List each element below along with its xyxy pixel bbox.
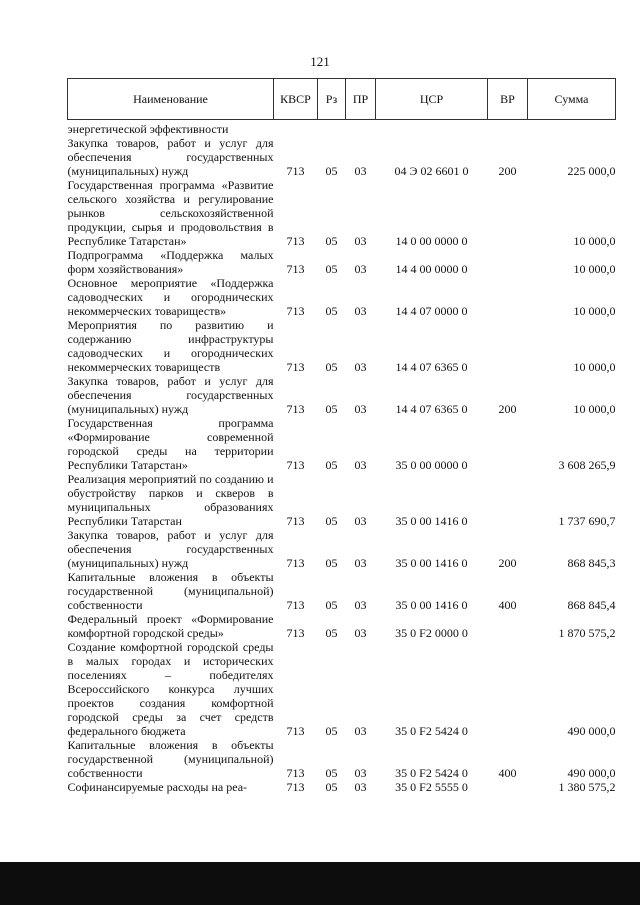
header-csr: ЦСР bbox=[376, 79, 488, 120]
table-header bbox=[68, 79, 616, 120]
cell-pr: 03 bbox=[354, 556, 367, 570]
cell-sum: 10 000,0 bbox=[573, 402, 616, 416]
cell-sum: 3 608 265,9 bbox=[558, 458, 616, 472]
cell-csr: 14 0 00 0000 0 bbox=[395, 234, 468, 248]
cell-vr: 400 bbox=[498, 598, 517, 612]
table-row bbox=[68, 640, 616, 738]
cell-vr: 200 bbox=[498, 556, 517, 570]
cell-kvsr: 713 bbox=[286, 514, 305, 528]
cell-kvsr: 713 bbox=[286, 556, 305, 570]
cell-name: Капитальные вложения в объекты государственной (муниципальной) собственности bbox=[67, 570, 274, 612]
header-rz: Рз bbox=[318, 79, 346, 120]
cell-csr: 14 4 07 6365 0 bbox=[395, 402, 468, 416]
page-number: 121 bbox=[310, 54, 330, 69]
cell-name: энергетической эффективности bbox=[67, 122, 229, 136]
cell-rz: 05 bbox=[325, 556, 338, 570]
table-row bbox=[68, 528, 616, 570]
table-row bbox=[68, 318, 616, 374]
cell-csr: 35 0 F2 0000 0 bbox=[395, 626, 468, 640]
cell-vr bbox=[488, 612, 528, 640]
cell-rz: 05 bbox=[325, 724, 338, 738]
cell-sum bbox=[528, 120, 616, 137]
cell-vr bbox=[488, 120, 528, 137]
cell-pr: 03 bbox=[354, 780, 367, 794]
cell-kvsr bbox=[274, 120, 318, 137]
cell-name: Реализация мероприятий по созданию и обустройству парков и скверов в муниципальных образованиях Республики Татарстан bbox=[67, 472, 274, 528]
cell-csr: 35 0 00 1416 0 bbox=[395, 556, 468, 570]
cell-csr: 35 0 00 1416 0 bbox=[395, 598, 468, 612]
table-row bbox=[68, 276, 616, 318]
budget-table bbox=[67, 78, 616, 794]
cell-csr: 35 0 F2 5424 0 bbox=[395, 766, 468, 780]
cell-pr: 03 bbox=[354, 626, 367, 640]
table-row bbox=[68, 120, 616, 137]
table-row bbox=[68, 416, 616, 472]
cell-name: Основное мероприятие «Поддержка садоводческих и огороднических некоммерческих товариществ» bbox=[67, 276, 274, 318]
cell-sum: 490 000,0 bbox=[567, 766, 616, 780]
cell-pr: 03 bbox=[354, 514, 367, 528]
cell-kvsr: 713 bbox=[286, 262, 305, 276]
table-row bbox=[68, 374, 616, 416]
cell-pr bbox=[346, 120, 376, 137]
cell-rz: 05 bbox=[325, 780, 338, 794]
table-row bbox=[68, 780, 616, 794]
cell-kvsr: 713 bbox=[286, 598, 305, 612]
cell-pr: 03 bbox=[354, 262, 367, 276]
cell-csr bbox=[376, 120, 488, 137]
cell-kvsr: 713 bbox=[286, 780, 305, 794]
cell-sum: 868 845,4 bbox=[567, 598, 616, 612]
cell-pr: 03 bbox=[354, 598, 367, 612]
table-row bbox=[68, 136, 616, 178]
cell-vr bbox=[488, 248, 528, 276]
header-pr: ПР bbox=[346, 79, 376, 120]
cell-name: Закупка товаров, работ и услуг для обеспечения государственных (муниципальных) нужд bbox=[67, 136, 274, 178]
cell-rz: 05 bbox=[325, 360, 338, 374]
cell-name: Государственная программа «Формирование современной городской среды на территории Республики Татарстан» bbox=[67, 416, 274, 472]
cell-rz: 05 bbox=[325, 626, 338, 640]
cell-sum: 10 000,0 bbox=[573, 234, 616, 248]
cell-kvsr: 713 bbox=[286, 724, 305, 738]
cell-rz: 05 bbox=[325, 164, 338, 178]
cell-rz bbox=[318, 120, 346, 137]
table-row bbox=[68, 248, 616, 276]
cell-vr bbox=[488, 416, 528, 472]
cell-sum: 10 000,0 bbox=[573, 262, 616, 276]
cell-kvsr: 713 bbox=[286, 164, 305, 178]
cell-sum: 868 845,3 bbox=[567, 556, 616, 570]
cell-kvsr: 713 bbox=[286, 626, 305, 640]
cell-vr: 400 bbox=[498, 766, 517, 780]
cell-rz: 05 bbox=[325, 304, 338, 318]
cell-csr: 35 0 F2 5555 0 bbox=[395, 780, 468, 794]
table-row bbox=[68, 472, 616, 528]
cell-sum: 490 000,0 bbox=[567, 724, 616, 738]
cell-vr bbox=[488, 780, 528, 794]
cell-kvsr: 713 bbox=[286, 360, 305, 374]
cell-csr: 04 Э 02 6601 0 bbox=[394, 164, 469, 178]
cell-csr: 14 4 00 0000 0 bbox=[395, 262, 468, 276]
cell-vr bbox=[488, 640, 528, 738]
table-body bbox=[68, 120, 616, 795]
cell-csr: 14 4 07 0000 0 bbox=[395, 304, 468, 318]
cell-csr: 14 4 07 6365 0 bbox=[395, 360, 468, 374]
cell-kvsr: 713 bbox=[286, 304, 305, 318]
cell-csr: 35 0 F2 5424 0 bbox=[395, 724, 468, 738]
cell-rz: 05 bbox=[325, 458, 338, 472]
cell-pr: 03 bbox=[354, 458, 367, 472]
cell-vr: 200 bbox=[498, 164, 517, 178]
cell-name: Создание комфортной городской среды в малых городах и исторических поселениях – победителях Всероссийского конкурса лучших проектов создания комфортной городской среды за счет средств федерального бюджета bbox=[67, 640, 274, 738]
scan-border bbox=[0, 862, 640, 905]
cell-sum: 1 380 575,2 bbox=[558, 780, 616, 794]
cell-pr: 03 bbox=[354, 304, 367, 318]
cell-rz: 05 bbox=[325, 402, 338, 416]
cell-sum: 10 000,0 bbox=[573, 304, 616, 318]
cell-rz: 05 bbox=[325, 262, 338, 276]
cell-rz: 05 bbox=[325, 766, 338, 780]
cell-vr: 200 bbox=[498, 402, 517, 416]
cell-name: Мероприятия по развитию и содержанию инфраструктуры садоводческих и огороднических некоммерческих товариществ bbox=[67, 318, 274, 374]
cell-pr: 03 bbox=[354, 164, 367, 178]
cell-name: Капитальные вложения в объекты государственной (муниципальной) собственности bbox=[67, 738, 274, 780]
cell-vr bbox=[488, 178, 528, 248]
cell-name: Закупка товаров, работ и услуг для обеспечения государственных (муниципальных) нужд bbox=[67, 528, 274, 570]
cell-vr bbox=[488, 472, 528, 528]
table-row bbox=[68, 570, 616, 612]
cell-kvsr: 713 bbox=[286, 234, 305, 248]
header-kvsr: КВСР bbox=[274, 79, 318, 120]
cell-kvsr: 713 bbox=[286, 402, 305, 416]
cell-pr: 03 bbox=[354, 234, 367, 248]
cell-name: Софинансируемые расходы на реа- bbox=[67, 780, 248, 794]
header-name: Наименование bbox=[68, 79, 274, 120]
cell-sum: 1 870 575,2 bbox=[558, 626, 616, 640]
cell-sum: 1 737 690,7 bbox=[558, 514, 616, 528]
cell-kvsr: 713 bbox=[286, 766, 305, 780]
cell-kvsr: 713 bbox=[286, 458, 305, 472]
cell-vr bbox=[488, 318, 528, 374]
cell-pr: 03 bbox=[354, 724, 367, 738]
header-vr: ВР bbox=[488, 79, 528, 120]
table-row bbox=[68, 178, 616, 248]
cell-name: Подпрограмма «Поддержка малых форм хозяйствования» bbox=[67, 248, 274, 276]
cell-pr: 03 bbox=[354, 360, 367, 374]
cell-rz: 05 bbox=[325, 234, 338, 248]
cell-pr: 03 bbox=[354, 766, 367, 780]
cell-rz: 05 bbox=[325, 598, 338, 612]
cell-rz: 05 bbox=[325, 514, 338, 528]
cell-vr bbox=[488, 276, 528, 318]
cell-sum: 10 000,0 bbox=[573, 360, 616, 374]
cell-name: Федеральный проект «Формирование комфортной городской среды» bbox=[67, 612, 274, 640]
table-row bbox=[68, 612, 616, 640]
cell-sum: 225 000,0 bbox=[567, 164, 616, 178]
cell-pr: 03 bbox=[354, 402, 367, 416]
header-sum: Сумма bbox=[528, 79, 616, 120]
cell-csr: 35 0 00 1416 0 bbox=[395, 514, 468, 528]
cell-name: Закупка товаров, работ и услуг для обеспечения государственных (муниципальных) нужд bbox=[67, 374, 274, 416]
cell-csr: 35 0 00 0000 0 bbox=[395, 458, 468, 472]
cell-name: Государственная программа «Развитие сельского хозяйства и регулирование рынков сельскохозяйственной продукции, сырья и продовольствия в Республике Татарстан» bbox=[67, 178, 274, 248]
table-row bbox=[68, 738, 616, 780]
